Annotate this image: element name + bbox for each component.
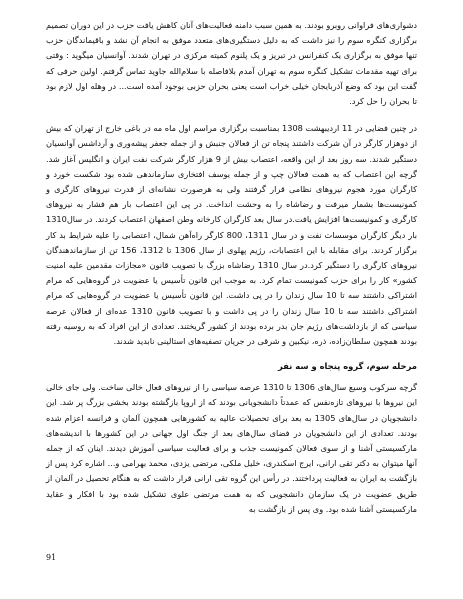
paragraph-2: در چنین فضایی در 11 اردیبهشت 1308 بمناسبت برگزاری مراسم اول ماه مه در باغی خارج از تهران که بیش از دوهزار کارگر در آن شرکت داشتند پنجاه تن از فعالان جنبش و از جمله جعفر پیشه‌وری و آرداشس آوانسیان دستگیر شدند. سه روز بعد از این واقعه، اعتصاب بیش از 9 هزار کارگر شرکت نفت ایران و انگلیس آغاز شد. گرچه این اعتصاب که به همت فعالان چپ و از جمله یوسف افتخاری سازماندهی شده بود شکست خورد و کارگران مورد هجوم نیروهای نظامی قرار گرفتند ولی به هرصورت نشانه‌ای از قدرت نیروهای کارگری و کمونیست‌ها بشمار میرفت و رضاشاه را به وحشت انداخت. در پی این اعتصاب بار هم فشار به نیروهای کارگری و کمونیست‌ها افزایش یافت.در سال بعد کارگران کارخانه وطن اصفهان اعتصاب کردند. در سال1310 بار دیگر کارگران موسسات نفت و در سال 1311، 800 کارگر راه‌آهن شمال، اعتصابی را علیه شرایط بد کار برگزار کردند. برای مقابله با این اعتصابات، رژیم پهلوی از سال 1306 تا 1312، 156 تن از سازماندهندگان نیروهای کارگری را دستگیر کرد.در سال 1310 رضاشاه بزرگ با تصویب قانون «مجازات مقدمین علیه امنیت کشور» کار را برای حزب کمونیست تمام کرد. به موجب این قانون تأسیس یا عضویت در گروه‌هایی که مرام اشتراکی داشتند سه تا 10 سال زندان را در پی داشت. این قانون تأسیس یا عضویت در گروه‌هایی که مرام اشتراکی داشتند سه تا 10 سال زندان را در پی داشت و با تصویب قانون 1310 عده‌ای از فعالان عرصه سیاسی که از بازداشت‌های رژیم جان بدر برده بودند از کشور گریختند. تعدادی از این افراد که به روسیه رفته بودند همچون سلطان‌زاده، ذره، نیکبین و شرقی در جریان تصفیه‌های استالینی نابدید شدند.: [46, 123, 418, 347]
page-number: 91: [46, 553, 57, 562]
paragraph-1: دشواری‌های فراوانی روبرو بودند. به همین سبب دامنه فعالیت‌های آنان کاهش یافت حزب در این دوران تصمیم برگزاری کنگره سوم را نیز داشت که به دلیل دستگیری‌های متعدد موفق به انجام آن نشد و باقیماندگان حزب تنها موفق به برگزاری یک کنفرانس در تبریز و یک پلنوم کمیته مرکزی در تهران شدند. آوانسیان میگوید : وقتی برای تهیه مقدمات تشکیل کنگره سوم به تهران آمدم بلافاصله با سلام‌الله جاوید تماس گرفتم. اولین حرفی که گفت این بود که وضع آذربایجان خیلی خراب است یعنی بحران حزبی بوجود آمده است... در وهله اول لازم بود تا بحران را حل کرد.: [46, 20, 417, 107]
paragraph-3: گرچه سرکوب وسیع سال‌های 1306 تا 1310 عرصه سیاسی را از نیروهای فعال خالی ساخت. ولی جای خالی این نیروها با نیروهای تازه‌نفس که عمدتاً دانشجویانی بودند که از اروپا بازگشته بودند بخشی بزرگ پر شد. این دانشجویان در سال‌های 1305 به بعد برای تحصیلات عالیه به کشورهایی همچون آلمان و فرانسه اعزام شده بودند. تعدادی از این دانشجویان در فضای سال‌های بعد از جنگ اول جهانی در این کشورها با اندیشه‌های مارکسیستی آشنا و از سوی فعالان کمونیست جذب و برای فعالیت سیاسی آموزش دیدند. اینان که از جمله آنها میتوان به دکتر تقی ارانی، ایرج اسکندری، خلیل ملکی، مرتضی یزدی، محمد بهرامی و... اشاره کرد پس از بازگشت به ایران به فعالیت پرداختند. در رأس این گروه تقی ارانی قرار داشت که به هنگام تحصیل در آلمان از طریق عضویت در یک سازمان دانشجویی که به همت مرتضی علوی تشکیل شده بود با افکار و عقاید مارکسیستی آشنا شده بود. وی پس از بازگشت به: [46, 382, 418, 514]
section-heading: مرحله سوم، گروه پنجاه و سه نفر: [277, 361, 417, 372]
